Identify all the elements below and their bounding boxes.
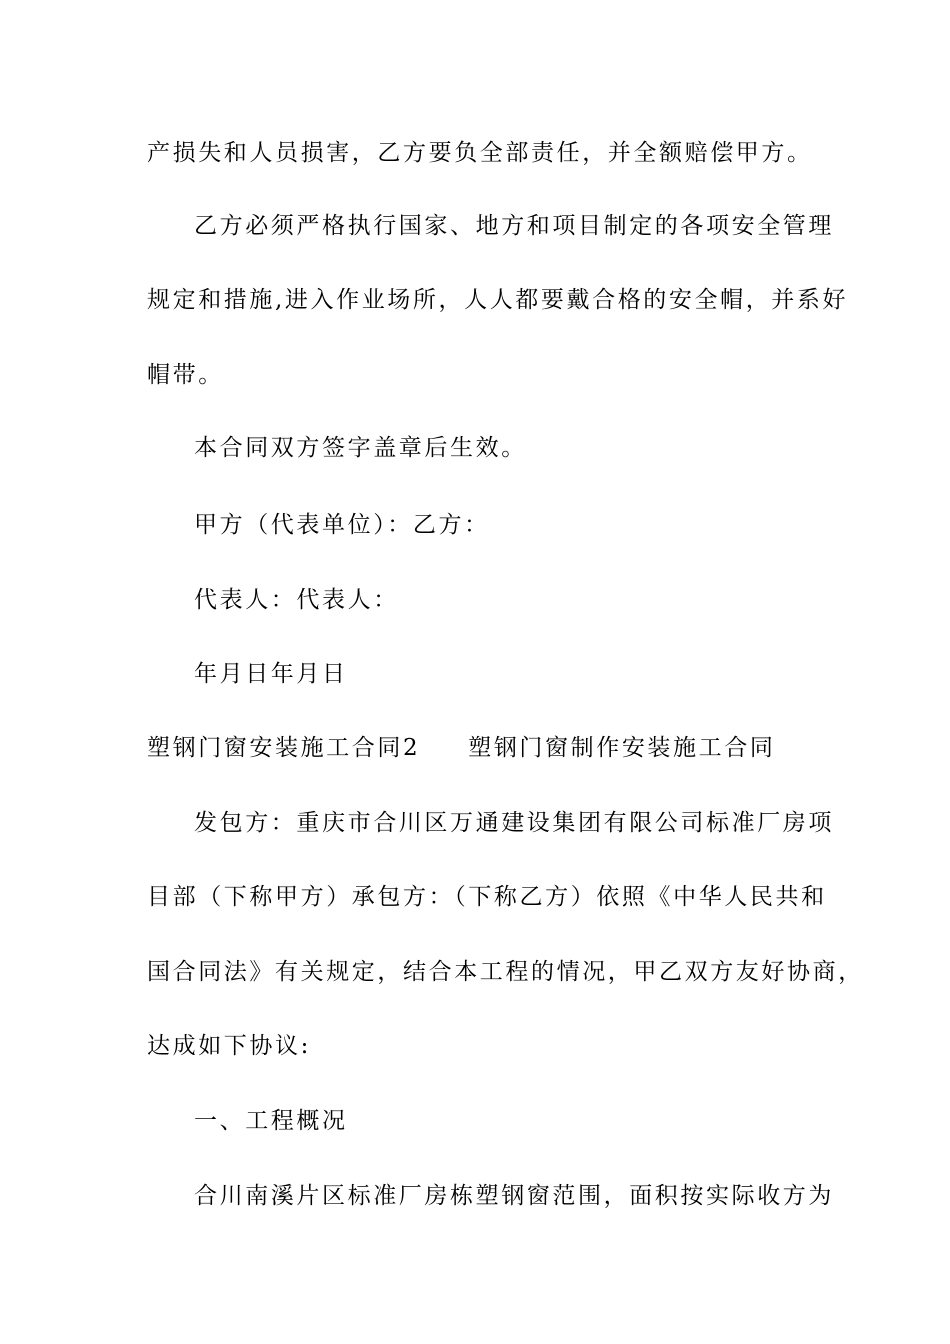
- section-heading: 一、工程概况: [194, 1108, 348, 1134]
- paragraph-line: 年月日年月日: [194, 661, 348, 687]
- paragraph-line: 代表人：代表人：: [194, 587, 399, 613]
- section-title: 塑钢门窗安装施工合同2: [147, 735, 421, 761]
- paragraph-line: 达成如下协议:: [147, 1033, 311, 1059]
- paragraph-line: 产损失和人员损害，乙方要负全部责任，并全额赔偿甲方。: [147, 140, 813, 166]
- paragraph-line: 国合同法》有关规定，结合本工程的情况，甲乙双方友好协商，: [147, 959, 864, 985]
- paragraph-line: 本合同双方签字盖章后生效。: [194, 435, 527, 461]
- paragraph-line: 目部（下称甲方）承包方：（下称乙方）依照《中华人民共和: [147, 884, 827, 910]
- paragraph-line: 规定和措施,进入作业场所，人人都要戴合格的安全帽，并系好: [147, 287, 849, 313]
- paragraph-line: 合川南溪片区标准厂房栋塑钢窗范围，面积按实际收方为: [194, 1183, 834, 1209]
- paragraph-line: 发包方：重庆市合川区万通建设集团有限公司标准厂房项: [194, 810, 834, 836]
- paragraph-line: 帽带。: [147, 362, 224, 388]
- section-heading-line: [147, 733, 775, 763]
- paragraph-line: 甲方（代表单位）：乙方：: [194, 512, 490, 538]
- section-subtitle: 塑钢门窗制作安装施工合同: [468, 735, 776, 761]
- paragraph-line: 乙方必须严格执行国家、地方和项目制定的各项安全管理: [194, 213, 834, 239]
